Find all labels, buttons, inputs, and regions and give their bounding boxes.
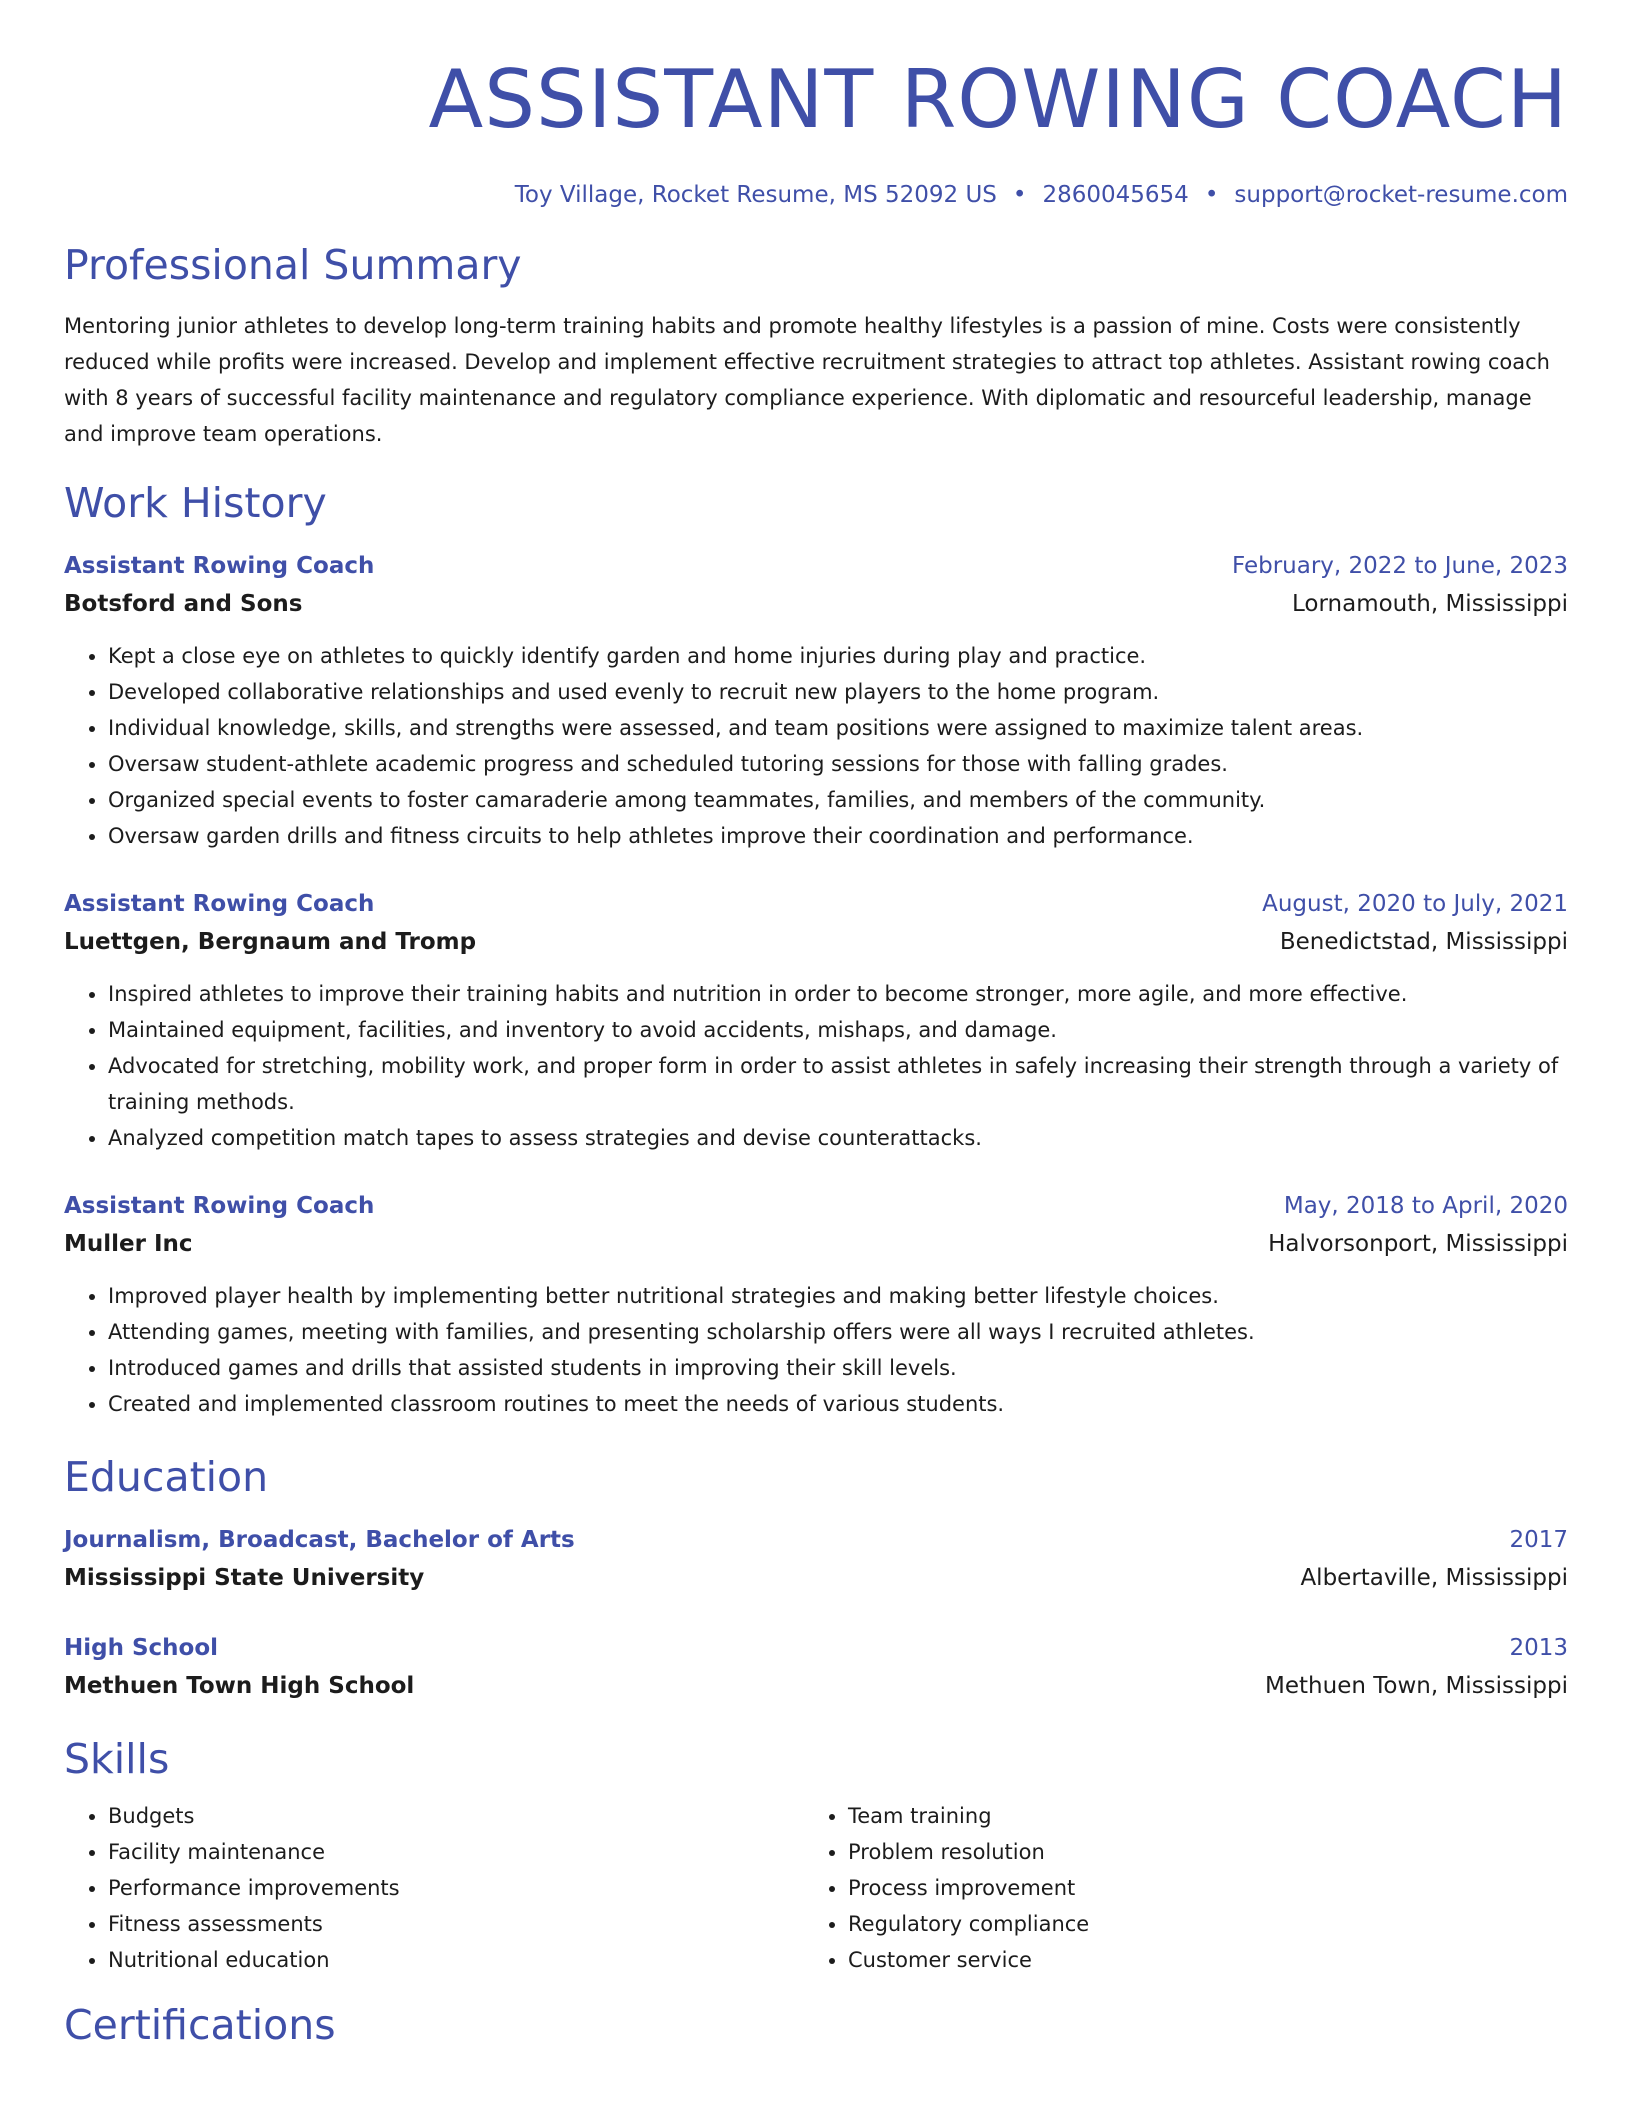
job-bullets	[64, 976, 1568, 1156]
work-entry	[64, 548, 1568, 854]
job-location: Lornamouth, Mississippi	[1291, 591, 1568, 617]
summary-text: Mentoring junior athletes to develop long-term training habits and promote healthy lifestyles is a passion of mine. Costs were consistently reduced while profits were increased. Develop and implement effective recruitment strategies to attract top athletes. Assistant rowing coach with 8 years of successful facility maintenance and regulatory compliance experience. With diplomatic and resourceful leadership, manage and improve team operations.	[64, 314, 1550, 446]
job-bullet: • Individual knowledge, skills, and strengths were assessed, and team positions were assigned to maximize talent areas.	[108, 710, 1568, 746]
job-bullet: • Advocated for stretching, mobility work, and proper form in order to assist athletes in safely increasing their strength through a variety of training methods.	[108, 1048, 1568, 1120]
job-bullet: • Attending games, meeting with families, and presenting scholarship offers were all ways I recruited athletes.	[108, 1314, 1568, 1350]
job-bullet: • Created and implemented classroom routines to meet the needs of various students.	[108, 1386, 1568, 1422]
skills-list	[64, 1798, 1568, 1978]
work-entry	[64, 886, 1568, 1156]
school-name: Methuen Town High School	[64, 1673, 415, 1699]
job-bullet: • Oversaw garden drills and fitness circuits to help athletes improve their coordination and performance.	[108, 818, 1568, 854]
section-title-education: Education	[64, 1453, 269, 1501]
work-entry	[64, 1188, 1568, 1422]
contact-email: support@rocket-resume.com	[1234, 182, 1568, 208]
job-location: Halvorsonport, Mississippi	[1268, 1231, 1568, 1257]
job-bullet: • Kept a close eye on athletes to quickly identify garden and home injuries during play and practice.	[108, 638, 1568, 674]
skills-column-right	[804, 1798, 1544, 1978]
school-location: Albertaville, Mississippi	[1300, 1565, 1568, 1591]
contact-address: Toy Village, Rocket Resume, MS 52092 US	[514, 182, 997, 208]
job-bullet: • Developed collaborative relationships and used evenly to recruit new players to the home program.	[108, 674, 1568, 710]
contact-separator: •	[1204, 182, 1219, 208]
job-bullet: • Introduced games and drills that assisted students in improving their skill levels.	[108, 1350, 1568, 1386]
contact-phone: 2860045654	[1042, 182, 1189, 208]
job-bullet: • Organized special events to foster camaraderie among teammates, families, and members of the community.	[108, 782, 1568, 818]
job-title: Assistant Rowing Coach	[64, 1193, 375, 1219]
contact-line	[64, 180, 1568, 210]
graduation-year: 2017	[1509, 1527, 1568, 1553]
skill-item: • Team training	[848, 1798, 1544, 1834]
skill-item: • Nutritional education	[108, 1942, 804, 1978]
section-title-skills: Skills	[64, 1735, 170, 1783]
skill-item: • Performance improvements	[108, 1870, 804, 1906]
contact-separator: •	[1012, 182, 1027, 208]
skill-item: • Customer service	[848, 1942, 1544, 1978]
job-dates: August, 2020 to July, 2021	[1262, 891, 1568, 917]
job-bullet: • Maintained equipment, facilities, and inventory to avoid accidents, mishaps, and damage.	[108, 1012, 1568, 1048]
skill-item: • Regulatory compliance	[848, 1906, 1544, 1942]
job-company: Muller Inc	[64, 1231, 193, 1257]
job-bullet: • Oversaw student-athlete academic progress and scheduled tutoring sessions for those with falling grades.	[108, 746, 1568, 782]
job-bullets	[64, 1278, 1568, 1422]
job-company: Luettgen, Bergnaum and Tromp	[64, 929, 477, 955]
job-bullets	[64, 638, 1568, 854]
degree: High School	[64, 1635, 219, 1661]
skill-item: • Budgets	[108, 1798, 804, 1834]
education-entry	[64, 1522, 1568, 1598]
job-bullet: • Inspired athletes to improve their training habits and nutrition in order to become stronger, more agile, and more effective.	[108, 976, 1568, 1012]
school-name: Mississippi State University	[64, 1565, 425, 1591]
school-location: Methuen Town, Mississippi	[1265, 1673, 1568, 1699]
candidate-name: ASSISTANT ROWING COACH	[428, 53, 1568, 146]
skill-item: • Process improvement	[848, 1870, 1544, 1906]
section-title-certifications: Certifications	[64, 2001, 336, 2049]
job-title: Assistant Rowing Coach	[64, 891, 375, 917]
degree: Journalism, Broadcast, Bachelor of Arts	[64, 1527, 575, 1553]
graduation-year: 2013	[1509, 1635, 1568, 1661]
job-company: Botsford and Sons	[64, 591, 303, 617]
skill-item: • Fitness assessments	[108, 1906, 804, 1942]
job-bullet: • Analyzed competition match tapes to assess strategies and devise counterattacks.	[108, 1120, 1568, 1156]
job-dates: May, 2018 to April, 2020	[1283, 1193, 1568, 1219]
resume-header	[64, 52, 1568, 210]
job-bullet: • Improved player health by implementing better nutritional strategies and making better lifestyle choices.	[108, 1278, 1568, 1314]
section-title-summary: Professional Summary	[64, 241, 522, 289]
job-location: Benedictstad, Mississippi	[1279, 929, 1568, 955]
job-dates: February, 2022 to June, 2023	[1231, 553, 1568, 579]
job-title: Assistant Rowing Coach	[64, 553, 375, 579]
skills-column-left	[64, 1798, 804, 1978]
education-entry	[64, 1630, 1568, 1706]
skill-item: • Problem resolution	[848, 1834, 1544, 1870]
section-title-work-history: Work History	[64, 479, 327, 527]
skill-item: • Facility maintenance	[108, 1834, 804, 1870]
